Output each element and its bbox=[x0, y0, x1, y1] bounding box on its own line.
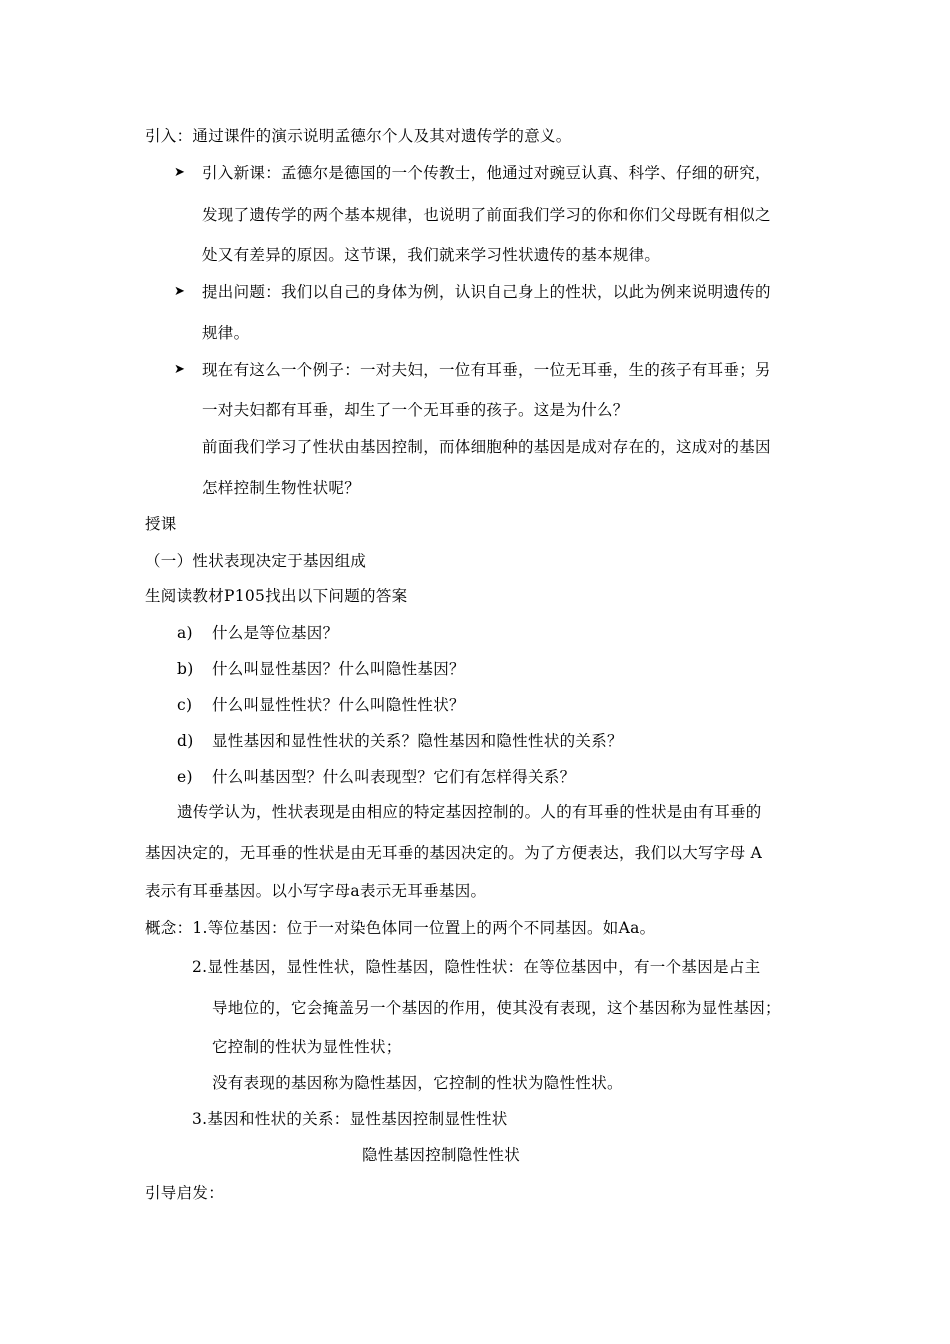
concept-1: 概念：1.等位基因：位于一对染色体同一位置上的两个不同基因。如Aa。 bbox=[145, 919, 656, 937]
question-label: b) bbox=[177, 660, 194, 678]
bullet-3-line-3: 前面我们学习了性状由基因控制，而体细胞种的基因是成对存在的，这成对的基因 bbox=[202, 438, 771, 456]
question-text: 什么叫基因型？什么叫表现型？它们有怎样得关系？ bbox=[212, 768, 576, 786]
concept-2-line-1: 2.显性基因，显性性状，隐性基因，隐性性状：在等位基因中，有一个基因是占主 bbox=[192, 958, 761, 976]
bullet-3-line-1: 现在有这么一个例子：一对夫妇，一位有耳垂，一位无耳垂，生的孩子有耳垂；另 bbox=[202, 361, 771, 379]
question-text: 什么叫显性性状？什么叫隐性性状？ bbox=[212, 696, 465, 714]
arrow-bullet-icon: ➤ bbox=[174, 362, 185, 377]
paragraph-line-2: 基因决定的，无耳垂的性状是由无耳垂的基因决定的。为了方便表达，我们以大写字母 A bbox=[145, 844, 763, 862]
question-text: 显性基因和显性性状的关系？隐性基因和隐性性状的关系？ bbox=[212, 732, 623, 750]
bullet-1-line-1: 引入新课：孟德尔是德国的一个传教士，他通过对豌豆认真、科学、仔细的研究， bbox=[202, 164, 771, 182]
question-label: a) bbox=[177, 624, 193, 642]
bullet-2-line-1: 提出问题：我们以自己的身体为例，认识自己身上的性状，以此为例来说明遗传的 bbox=[202, 283, 771, 301]
concept-2-line-4: 没有表现的基因称为隐性基因，它控制的性状为隐性性状。 bbox=[212, 1074, 623, 1092]
concept-3-continued: 隐性基因控制隐性性状 bbox=[362, 1146, 521, 1164]
arrow-bullet-icon: ➤ bbox=[174, 284, 185, 299]
question-label: d) bbox=[177, 732, 194, 750]
bullet-1-line-2: 发现了遗传学的两个基本规律，也说明了前面我们学习的你和你们父母既有相似之 bbox=[202, 206, 771, 224]
question-text: 什么是等位基因？ bbox=[212, 624, 339, 642]
bullet-1-line-3: 处又有差异的原因。这节课，我们就来学习性状遗传的基本规律。 bbox=[202, 246, 661, 264]
intro-line: 引入：通过课件的演示说明孟德尔个人及其对遗传学的意义。 bbox=[145, 127, 572, 145]
paragraph-line-3: 表示有耳垂基因。以小写字母a表示无耳垂基因。 bbox=[145, 882, 487, 900]
reading-task: 生阅读教材P105找出以下问题的答案 bbox=[145, 587, 408, 605]
question-text: 什么叫显性基因？什么叫隐性基因？ bbox=[212, 660, 465, 678]
lecture-heading: 授课 bbox=[145, 515, 177, 533]
concept-2-line-2: 导地位的，它会掩盖另一个基因的作用，使其没有表现，这个基因称为显性基因； bbox=[212, 999, 781, 1017]
concept-2-line-3: 它控制的性状为显性性状； bbox=[212, 1038, 402, 1056]
guidance-heading: 引导启发： bbox=[145, 1184, 225, 1202]
bullet-3-line-4: 怎样控制生物性状呢？ bbox=[202, 479, 361, 497]
concept-3: 3.基因和性状的关系：显性基因控制显性性状 bbox=[192, 1110, 508, 1128]
paragraph-line-1: 遗传学认为，性状表现是由相应的特定基因控制的。人的有耳垂的性状是由有耳垂的 bbox=[177, 803, 762, 821]
question-label: c) bbox=[177, 696, 193, 714]
arrow-bullet-icon: ➤ bbox=[174, 165, 185, 180]
section-heading: （一）性状表现决定于基因组成 bbox=[145, 552, 367, 570]
bullet-2-line-2: 规律。 bbox=[202, 324, 250, 342]
bullet-3-line-2: 一对夫妇都有耳垂，却生了一个无耳垂的孩子。这是为什么？ bbox=[202, 401, 629, 419]
question-label: e) bbox=[177, 768, 193, 786]
